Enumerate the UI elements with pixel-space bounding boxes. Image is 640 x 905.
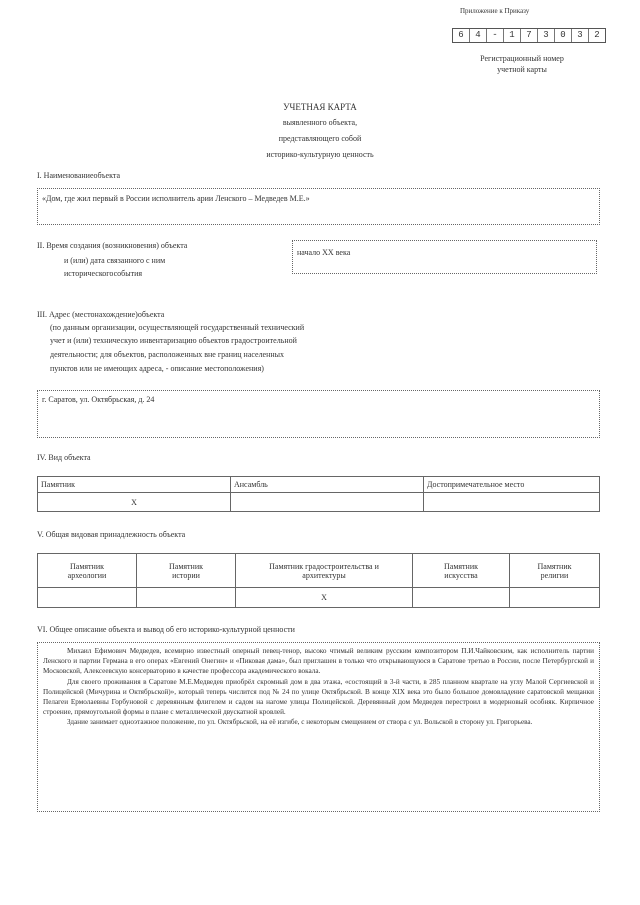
- card-title: УЧЕТНАЯ КАРТА: [283, 102, 357, 112]
- section-3-heading: III. Адрес (местонахождение)объекта: [37, 310, 165, 319]
- value-cell: X: [38, 493, 231, 512]
- registration-number: [452, 28, 606, 43]
- header-line: Памятник: [443, 561, 478, 571]
- object-type-table: [37, 476, 600, 512]
- value-cell: [424, 493, 600, 512]
- header-line: религии: [540, 570, 569, 580]
- header-cell: [137, 554, 236, 588]
- date-value: начало XX века: [297, 248, 351, 257]
- reg-caption-line: Регистрационный номер: [480, 54, 564, 63]
- card-subtitle: представляющего собой: [278, 134, 362, 143]
- description-paragraph: Здание занимает одноэтажное положение, по ул. Октябрьской, на её изгибе, с некоторым смещением от створа с ул. Вольской в сторону ул. Григорьева.: [67, 718, 533, 727]
- value-cell: [413, 588, 510, 608]
- description-paragraph: Михаил Ефимович Медведев, всемирно известный оперный певец-тенор, высоко чтимый великим русским композитором П.И.Чайковским, как исполнитель партии Ленского и партии Германа в его операх «Евгений Онегин» и «Пиковая дама», был приглашен в только что открывающуюся в Саратове третью в России, после Петербургской и Московской, Алексеевскую консерваторию в качестве профессора академического вокала.: [43, 647, 594, 676]
- reg-digit: 1: [503, 29, 520, 42]
- value-cell: [38, 588, 137, 608]
- header-cell: Памятник: [38, 477, 231, 493]
- section-2-line: историческогособытия: [64, 269, 143, 278]
- section-3-note: деятельности; для объектов, расположенных вне границ населенных: [50, 350, 285, 359]
- reg-digit: -: [486, 29, 503, 42]
- section-6-heading: VI. Общее описание объекта и вывод об его историко-культурной ценности: [37, 625, 295, 634]
- table-row: [38, 493, 600, 512]
- description-paragraph: Для своего проживания в Саратове М.Е.Медведев приобрёл скромный дом в два этажа, «состоящий в 3-й части, в 285 планном квартале на углу Малой Сергиевской и Полицейской (Мичурина и Октябрьской)», который теперь числится под № 24 по улице Октябрьской. В конце XIX века это было большое домовладение саратовской мещанки Пелагеи Ермолаевны Горбуновой с деревянным флигелем и садом на нагоме улицы Полицейской. Деревянный дом Медведев перестроил в модерновый особняк. Кирпичное строение, прямоугольной формы в плане с металлической двускатной кровлей.: [43, 677, 594, 717]
- header-cell: [38, 554, 137, 588]
- table-row: [38, 588, 600, 608]
- header-line: археологии: [67, 570, 107, 580]
- reg-digit: 6: [458, 30, 464, 40]
- reg-digit: 3: [571, 29, 588, 42]
- section-3-note: учет и (или) техническую инвентаризацию объектов градостроительной: [50, 336, 297, 345]
- header-line: искусства: [444, 570, 478, 580]
- date-field: [292, 240, 597, 274]
- reg-digit: 2: [588, 29, 605, 42]
- header-cell: [236, 554, 413, 588]
- section-3-note: (по данным организации, осуществляющей государственный технический: [50, 323, 305, 332]
- category-table: [37, 553, 600, 608]
- card-subtitle: выявленного объекта,: [282, 118, 358, 127]
- value-cell: [137, 588, 236, 608]
- value-cell: X: [236, 588, 413, 608]
- header-line: Памятник: [168, 561, 203, 571]
- header-cell: Достопримечательное место: [424, 477, 600, 493]
- section-2-line: и (или) дата связанного с ним: [64, 256, 166, 265]
- reg-digit: 0: [554, 29, 571, 42]
- section-1-heading: I. Наименованиеобъекта: [37, 171, 120, 180]
- section-3-note: пунктов или не имеющих адреса, - описание местоположения): [50, 364, 264, 373]
- value-cell: [510, 588, 600, 608]
- name-value: «Дом, где жил первый в России исполнитель арии Ленского – Медведев М.Е.»: [42, 194, 310, 203]
- header-line: Памятник: [537, 561, 572, 571]
- name-field: [37, 188, 600, 225]
- reg-digit: 3: [537, 29, 554, 42]
- table-header-row: [38, 477, 600, 493]
- card-subtitle: историко-культурную ценность: [266, 150, 374, 159]
- header-line: Памятник градостроительства и: [269, 561, 379, 571]
- reg-digit: 4: [469, 29, 486, 42]
- address-field: [37, 390, 600, 438]
- header-line: истории: [172, 570, 200, 580]
- section-4-heading: IV. Вид объекта: [37, 453, 91, 462]
- header-cell: [413, 554, 510, 588]
- appendix-note: Приложение к Приказу: [460, 7, 530, 15]
- header-cell: [510, 554, 600, 588]
- header-line: архитектуры: [302, 570, 346, 580]
- section-5-heading: V. Общая видовая принадлежность объекта: [37, 530, 186, 539]
- reg-caption-line: учетной карты: [497, 65, 547, 74]
- section-2-heading: II. Время создания (возникновения) объекта: [37, 241, 188, 250]
- header-cell: Ансамбль: [231, 477, 424, 493]
- value-cell: [231, 493, 424, 512]
- header-line: Памятник: [69, 561, 104, 571]
- address-value: г. Саратов, ул. Октябрьская, д. 24: [42, 395, 155, 404]
- table-header-row: [38, 554, 600, 588]
- description-box: [37, 642, 600, 812]
- reg-digit: 7: [520, 29, 537, 42]
